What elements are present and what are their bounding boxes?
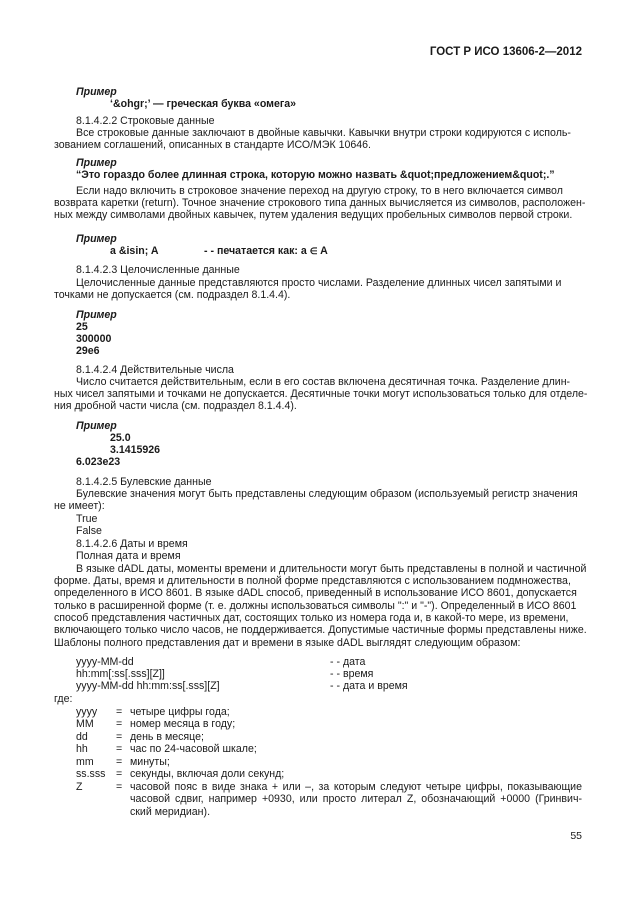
definition-term: ss.sss bbox=[76, 768, 106, 780]
where-label: где: bbox=[54, 693, 73, 705]
paragraph-line: точками не допускается (см. подраздел 8.1.4.4). bbox=[54, 289, 291, 301]
page-number: 55 bbox=[570, 830, 582, 842]
element-of-icon: ∈ bbox=[309, 246, 318, 256]
definition-term: MM bbox=[76, 718, 94, 730]
paragraph-line: форме. Даты, время и длительности в полной форме представляются с использованием подмножества, bbox=[54, 575, 571, 587]
paragraph-line: Булевские значения могут быть представлены следующим образом (используемый регистр значения bbox=[76, 488, 578, 500]
definition-desc: день в месяце; bbox=[130, 731, 204, 743]
template-code: hh:mm[:ss[.sss][Z]] bbox=[76, 668, 165, 680]
definition-term: dd bbox=[76, 731, 88, 743]
section-heading: 8.1.4.2.4 Действительные числа bbox=[76, 364, 234, 376]
comment-suffix: A bbox=[320, 245, 328, 257]
definition-eq: = bbox=[116, 743, 123, 755]
paragraph-line: ных между символами двойных кавычек, путем удаления ведущих пробельных символов первой строки. bbox=[54, 209, 573, 221]
paragraph-line: Все строковые данные заключают в двойные кавычки. Кавычки внутри строки кодируются с исполь- bbox=[76, 127, 571, 139]
paragraph-line: не имеет): bbox=[54, 500, 105, 512]
section-heading: 8.1.4.2.6 Даты и время bbox=[76, 538, 188, 550]
example-code: 25 bbox=[76, 321, 88, 333]
document-id: ГОСТ Р ИСО 13606-2—2012 bbox=[429, 46, 582, 58]
example-label: Пример bbox=[76, 420, 117, 432]
paragraph-line: возврата каретки (return). Точное значение строкового типа данных вычисляется из символов, расположен- bbox=[54, 197, 586, 209]
paragraph-line: Число считается действительным, если в его состав включена десятичная точка. Разделение длин- bbox=[76, 376, 571, 388]
definition-desc: час по 24-часовой шкале; bbox=[130, 743, 257, 755]
paragraph-line: определенного в ИСО 8601. В языке dADL способ, приведенный в использование ИСО 8601, допускается bbox=[54, 587, 577, 599]
example-code: 300000 bbox=[76, 333, 112, 345]
section-heading: 8.1.4.2.3 Целочисленные данные bbox=[76, 264, 240, 276]
example-label: Пример bbox=[76, 233, 117, 245]
template-comment: - - дата и время bbox=[330, 680, 408, 692]
definition-desc: часовой пояс в виде знака + или –, за которым следуют четыре цифры, показывающие часовой сдвиг, например +0930, или просто литерал Z, обозначающий +0000 (Гринвич-ский меридиан). bbox=[130, 781, 582, 818]
example-label: Пример bbox=[76, 86, 117, 98]
definition-term: mm bbox=[76, 756, 94, 768]
example-code: “Это гораздо более длинная строка, которую можно назвать &quot;предложением&quot;.” bbox=[76, 169, 555, 181]
definition-desc: номер месяца в году; bbox=[130, 718, 236, 730]
definition-eq: = bbox=[116, 706, 123, 718]
paragraph-line: Целочисленные данные представляются просто числами. Разделение длинных чисел запятыми и bbox=[76, 277, 562, 289]
paragraph-line: В языке dADL даты, моменты времени и длительности могут быть представлены в полной и частичной bbox=[76, 563, 587, 575]
section-heading: 8.1.4.2.2 Строковые данные bbox=[76, 115, 215, 127]
definition-eq: = bbox=[116, 731, 123, 743]
paragraph-line: включающего только число часов, не поддерживается. Допустимые частичные формы представлены ниже. bbox=[54, 624, 587, 636]
section-heading: 8.1.4.2.5 Булевские данные bbox=[76, 476, 212, 488]
template-comment: - - время bbox=[330, 668, 374, 680]
definition-desc: четыре цифры года; bbox=[130, 706, 230, 718]
value-true: True bbox=[76, 513, 98, 525]
paragraph-line: Если надо включить в строковое значение переход на другую строку, то в него включается символ bbox=[76, 185, 563, 197]
sub-heading: Полная дата и время bbox=[76, 550, 181, 562]
template-code: yyyy-MM-dd bbox=[76, 656, 134, 668]
definition-eq: = bbox=[116, 768, 123, 780]
example-code: 29e6 bbox=[76, 345, 100, 357]
definition-term: Z bbox=[76, 781, 83, 793]
paragraph-line: ных чисел запятыми и точками не допускается. Десятичные точки могут использоваться только для отделе- bbox=[54, 388, 588, 400]
definition-desc: минуты; bbox=[130, 756, 170, 768]
paragraph-line: ния дробной части числа (см. подраздел 8.1.4.4). bbox=[54, 400, 297, 412]
comment-prefix: - - печатается как: a bbox=[204, 245, 307, 257]
definition-desc: секунды, включая доли секунд; bbox=[130, 768, 285, 780]
paragraph-line: только в расширенной форме (т. е. должны использоваться символы ":" и "-"). Определенный в ИСО 8601 bbox=[54, 600, 577, 612]
paragraph-line: Шаблоны полного представления дат и времени в языке dADL выглядят следующим образом: bbox=[54, 637, 521, 649]
example-code: ‘&ohgr;’ — греческая буква «омега» bbox=[110, 98, 297, 110]
value-false: False bbox=[76, 525, 102, 537]
template-comment: - - дата bbox=[330, 656, 366, 668]
example-code: 3.1415926 bbox=[110, 444, 161, 456]
example-label: Пример bbox=[76, 157, 117, 169]
example-code: 25.0 bbox=[110, 432, 131, 444]
example-code: a &isin; A bbox=[110, 245, 159, 257]
paragraph-line: способ представления частичных дат, состоящих только из номера года и, в какой-то мере, из времени, bbox=[54, 612, 569, 624]
template-code: yyyy-MM-dd hh:mm:ss[.sss][Z] bbox=[76, 680, 220, 692]
definition-term: hh bbox=[76, 743, 88, 755]
example-comment bbox=[204, 245, 328, 257]
example-label: Пример bbox=[76, 309, 117, 321]
definition-eq: = bbox=[116, 781, 123, 793]
definition-eq: = bbox=[116, 756, 123, 768]
example-code: 6.023e23 bbox=[76, 456, 121, 468]
definition-eq: = bbox=[116, 718, 123, 730]
paragraph-line: зованием соглашений, описанных в стандарте ИСО/МЭК 10646. bbox=[54, 139, 371, 151]
definition-term: yyyy bbox=[76, 706, 98, 718]
